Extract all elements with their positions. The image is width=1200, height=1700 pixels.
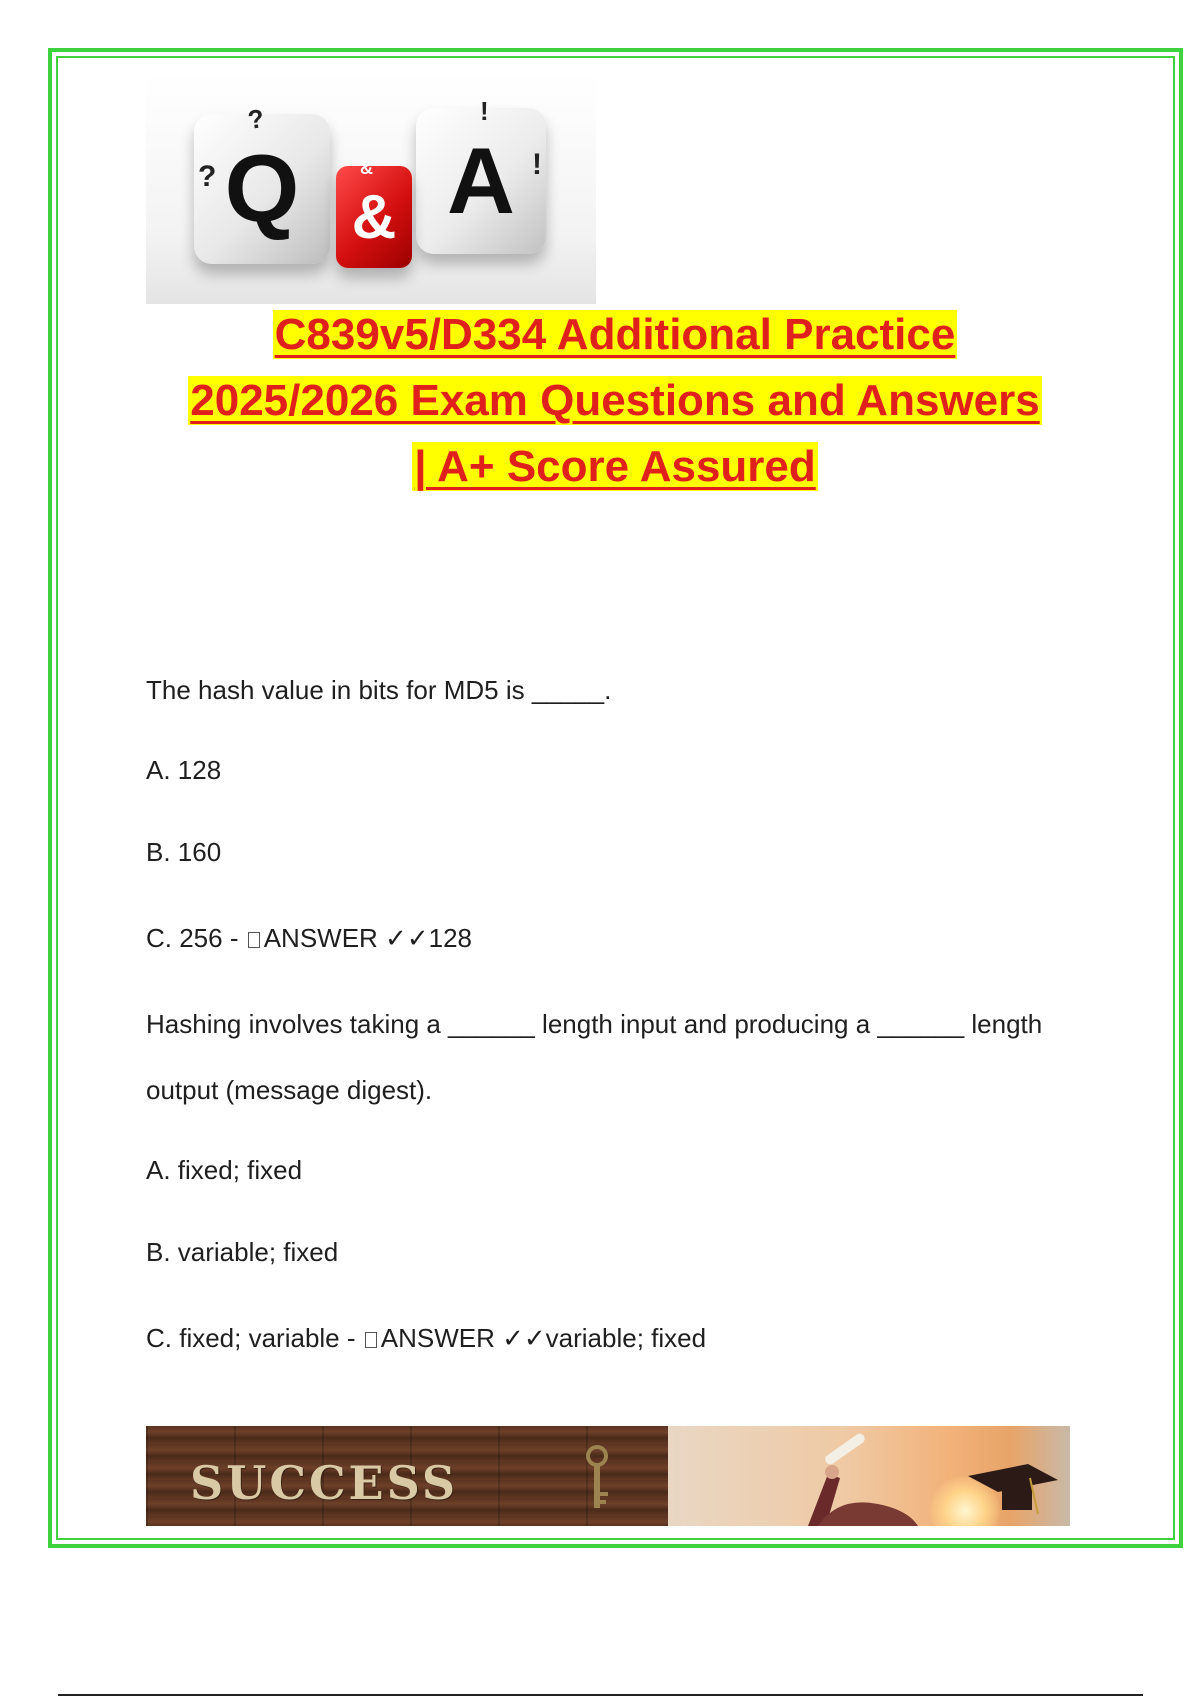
missing-glyph-icon	[248, 932, 260, 948]
question-mark-side: ?	[198, 160, 217, 193]
document-title	[130, 302, 1100, 500]
key-icon	[582, 1444, 612, 1514]
question-1-option-c	[146, 922, 472, 954]
banner-success-word: SUCCESS	[190, 1456, 459, 1510]
question-1-prompt: The hash value in bits for MD5 is _____.	[146, 675, 612, 705]
title-line-1: C839v5/D334 Additional Practice	[274, 310, 956, 359]
die-ampersand	[336, 166, 412, 268]
question-mark-top: ?	[245, 103, 266, 135]
question-2-option-c	[146, 1322, 706, 1354]
exclamation-mark-side: !	[532, 148, 542, 181]
die-a-letter: A	[447, 128, 515, 233]
question-2-prompt-line-1: Hashing involves taking a ______ length input and producing a ______ length	[146, 1009, 1043, 1039]
question-1-option-a: A. 128	[146, 755, 222, 785]
q-and-a-dice-icon	[146, 74, 596, 304]
question-2-prompt-line-2: output (message digest).	[146, 1075, 433, 1105]
die-a	[416, 108, 546, 254]
question-2-option-c-text: C. fixed; variable -	[146, 1323, 363, 1353]
title-line-3: | A+ Score Assured	[414, 442, 816, 491]
ampersand-mark-top: &	[360, 158, 373, 178]
question-2-answer: ANSWER ✓✓variable; fixed	[380, 1323, 707, 1353]
footer-rule	[58, 1694, 1143, 1696]
question-2-option-b: B. variable; fixed	[146, 1237, 339, 1267]
die-ampersand-letter: &	[351, 182, 397, 252]
question-1-option-b: B. 160	[146, 837, 222, 867]
missing-glyph-icon	[365, 1332, 377, 1348]
question-2-option-a: A. fixed; fixed	[146, 1155, 303, 1185]
success-banner	[146, 1426, 1070, 1526]
banner-sunset-panel	[668, 1426, 1070, 1526]
title-line-2: 2025/2026 Exam Questions and Answers	[190, 376, 1040, 425]
banner-wood-panel	[146, 1426, 668, 1526]
question-1-answer: ANSWER ✓✓128	[263, 923, 473, 953]
exclamation-mark-top: !	[480, 96, 489, 126]
die-q-letter: Q	[224, 135, 300, 242]
question-1-option-c-text: C. 256 -	[146, 923, 246, 953]
graduate-icon	[768, 1426, 1068, 1526]
